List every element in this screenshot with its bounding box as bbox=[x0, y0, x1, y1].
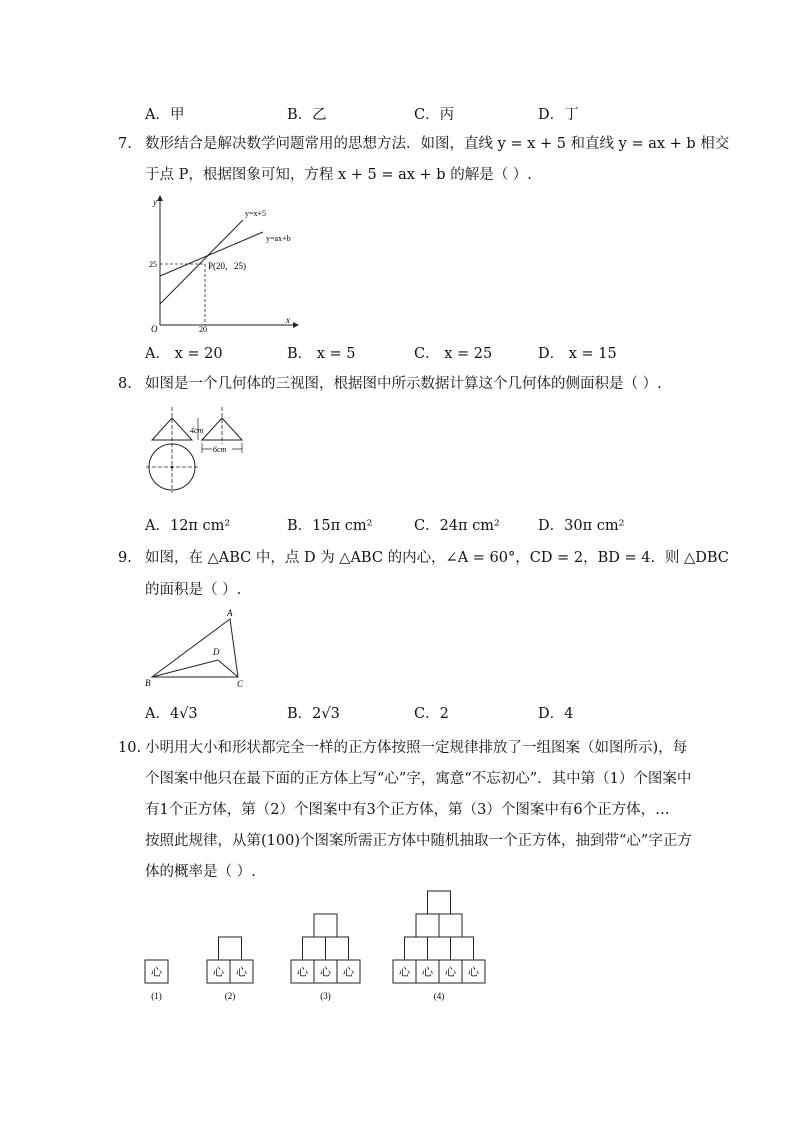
segment-cd bbox=[218, 660, 238, 677]
q9-option-c: C．2 bbox=[414, 706, 449, 722]
q8-option-a: A．12π cm² bbox=[145, 518, 231, 534]
triangle-abc bbox=[152, 619, 238, 677]
q9-option-a: A．4√3 bbox=[145, 706, 198, 722]
q10-text-line4: 按照此规律，从第(100)个图案所需正方体中随机抽取一个正方体，抽到带“心”字正方 bbox=[145, 833, 692, 849]
q8-number: 8. bbox=[118, 376, 132, 392]
q7-option-c: C． x = 25 bbox=[414, 346, 493, 362]
y-axis-arrow bbox=[157, 195, 163, 201]
pattern-caption: (2) bbox=[224, 991, 236, 1001]
q7-option-d: D． x = 15 bbox=[538, 346, 617, 362]
q6-option-d: D．丁 bbox=[538, 107, 579, 123]
cube bbox=[439, 914, 462, 937]
cube-heart-char: 心 bbox=[320, 966, 331, 979]
cube bbox=[428, 891, 451, 914]
tick-x-20: 20 bbox=[199, 325, 207, 334]
cube bbox=[405, 937, 428, 960]
vertex-b: B bbox=[145, 678, 151, 688]
pattern-caption: (4) bbox=[433, 991, 445, 1001]
q10-cube-patterns bbox=[135, 880, 505, 1010]
point-d: D bbox=[213, 647, 220, 657]
cube bbox=[314, 914, 337, 937]
q7-text-line2: 于点 P，根据图象可知，方程 x + 5 = ax + b 的解是（ ）. bbox=[145, 167, 532, 183]
segment-bd bbox=[152, 660, 218, 677]
q7-option-a: A． x = 20 bbox=[145, 346, 223, 362]
q9-option-d: D．4 bbox=[538, 706, 574, 722]
y-axis-label: y bbox=[153, 197, 157, 207]
x-axis-arrow bbox=[293, 322, 299, 328]
cube-heart-char: 心 bbox=[343, 966, 354, 979]
width-label: 6cm bbox=[213, 445, 227, 454]
cube-heart-char: 心 bbox=[468, 966, 479, 979]
cube bbox=[451, 937, 474, 960]
cube-heart-char: 心 bbox=[297, 966, 308, 979]
cube bbox=[428, 937, 451, 960]
cube-heart-char: 心 bbox=[445, 966, 456, 979]
point-p-label: P(20，25) bbox=[208, 261, 246, 271]
vertex-c: C bbox=[237, 679, 244, 689]
q10-number: 10. bbox=[118, 740, 142, 756]
cube-heart-char: 心 bbox=[399, 966, 410, 979]
line-b-label: y=ax+b bbox=[266, 234, 291, 243]
q8-three-views bbox=[140, 405, 260, 495]
cube bbox=[303, 937, 326, 960]
q6-option-a: A．甲 bbox=[145, 107, 185, 123]
q10-text-line1: 小明用大小和形状都完全一样的正方体按照一定规律排放了一组图案（如图所示)，每 bbox=[145, 740, 688, 756]
pattern-caption: (1) bbox=[151, 991, 162, 1001]
q7-option-b: B． x = 5 bbox=[287, 346, 356, 362]
cube bbox=[416, 914, 439, 937]
q9-number: 9. bbox=[118, 550, 132, 566]
pattern-caption: (3) bbox=[320, 991, 331, 1001]
q10-text-line5: 体的概率是（ ）. bbox=[145, 864, 256, 880]
q9-text-line2: 的面积是（ ）. bbox=[145, 582, 242, 598]
tick-y-25: 25 bbox=[149, 260, 157, 269]
cube-heart-char: 心 bbox=[213, 966, 224, 979]
cube bbox=[219, 937, 242, 960]
q9-text-line1: 如图，在 △ABC 中，点 D 为 △ABC 的内心，∠A = 60°，CD = 2，BD = 4．则 △DBC bbox=[145, 550, 729, 566]
q8-option-c: C．24π cm² bbox=[414, 518, 500, 534]
q7-text-line1: 数形结合是解决数学问题常用的思想方法．如图，直线 y = x + 5 和直线 y = ax + b 相交 bbox=[145, 136, 730, 152]
line-a-label: y=x+5 bbox=[245, 209, 267, 218]
cube-heart-char: 心 bbox=[151, 966, 162, 979]
top-view-center bbox=[171, 466, 174, 469]
q6-option-c: C．丙 bbox=[414, 107, 455, 123]
q9-option-b: B．2√3 bbox=[287, 706, 340, 722]
q8-option-d: D．30π cm² bbox=[538, 518, 625, 534]
x-axis-label: x bbox=[286, 315, 290, 325]
vertex-a: A bbox=[227, 608, 233, 618]
origin-label: O bbox=[151, 324, 158, 334]
cube bbox=[326, 937, 349, 960]
q7-number: 7. bbox=[118, 136, 132, 152]
q9-triangle bbox=[140, 605, 260, 695]
cube-heart-char: 心 bbox=[422, 966, 433, 979]
q7-graph bbox=[138, 192, 308, 335]
q6-option-b: B．乙 bbox=[287, 107, 327, 123]
q10-text-line2: 个图案中他只在最下面的正方体上写“心”字，寓意“不忘初心”．其中第（1）个图案中 bbox=[145, 771, 692, 787]
q10-text-line3: 有1个正方体，第（2）个图案中有3个正方体，第（3）个图案中有6个正方体，… bbox=[145, 802, 670, 818]
q8-option-b: B．15π cm² bbox=[287, 518, 373, 534]
q8-text-line1: 如图是一个几何体的三视图，根据图中所示数据计算这个几何体的侧面积是（ ）. bbox=[145, 376, 662, 392]
height-label: 4cm bbox=[190, 426, 204, 435]
cube-heart-char: 心 bbox=[236, 966, 247, 979]
